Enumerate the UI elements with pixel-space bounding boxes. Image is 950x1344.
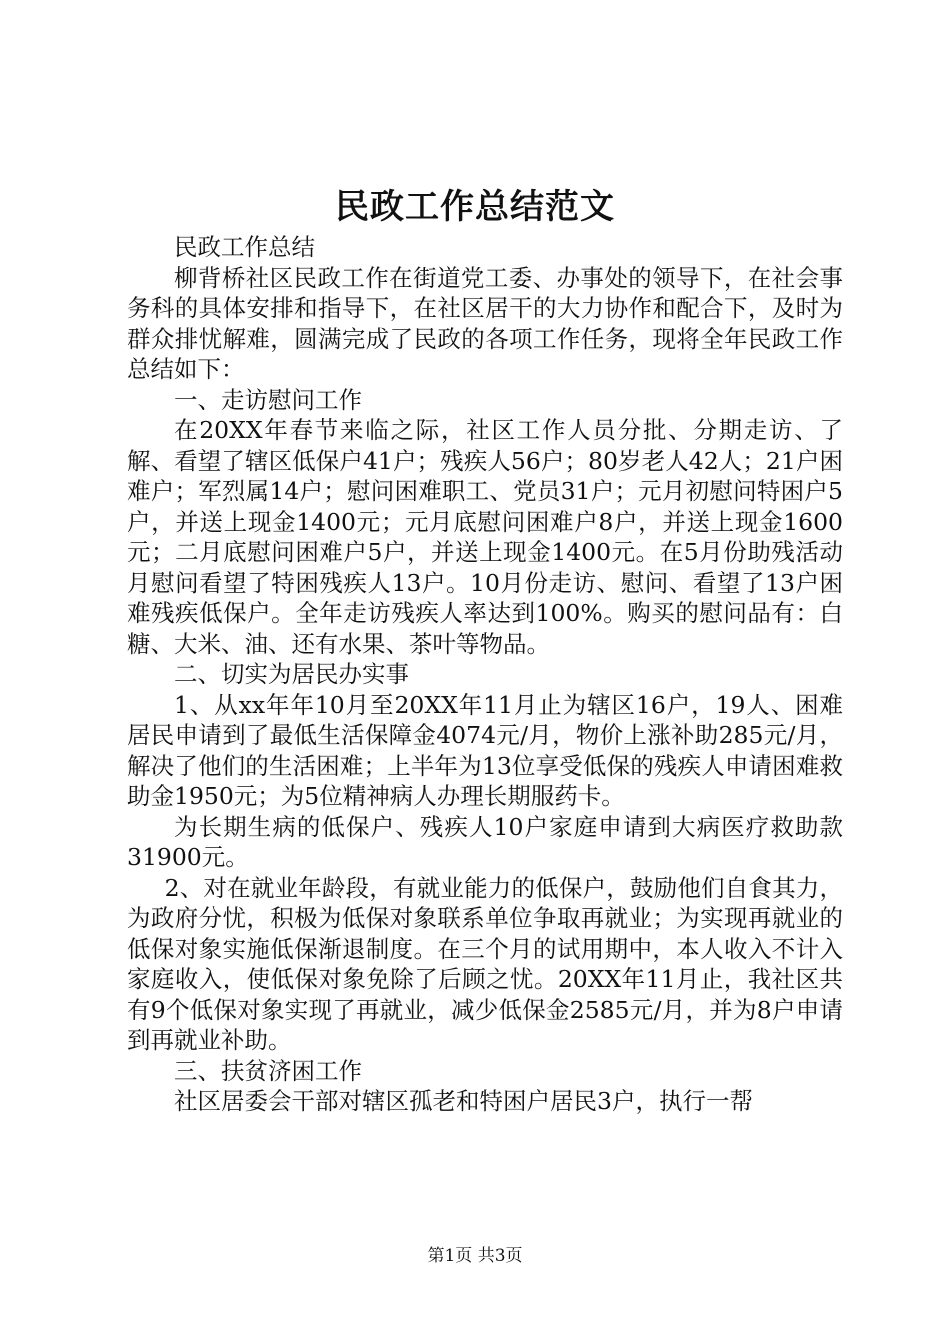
paragraph-intro: 柳背桥社区民政工作在街道党工委、办事处的领导下，在社会事务科的具体安排和指导下，在社区居干的大力协作和配合下，及时为群众排忧解难，圆满完成了民政的各项工作任务，现将全年民政工作总结如下： — [127, 263, 843, 383]
document-title: 民政工作总结范文 — [335, 187, 615, 227]
paragraph-item-1: 1、从xx年年10月至20XX年11月止为辖区16户，19人、困难居民申请到了最低生活保障金4074元/月，物价上涨补助285元/月，解决了他们的生活困难；上半年为13位享受低保的残疾人申请困难救助金1950元；为5位精神病人办理长期服药卡。 — [127, 690, 843, 810]
paragraph-subtitle: 民政工作总结 — [174, 233, 315, 261]
section-heading-2: 二、切实为居民办实事 — [174, 660, 409, 688]
section-heading-1: 一、走访慰问工作 — [174, 385, 362, 414]
document-body — [127, 232, 843, 1117]
section-heading-3: 三、扶贫济困工作 — [174, 1056, 362, 1085]
page-number-footer: 第1页 共3页 — [427, 1246, 523, 1266]
paragraph-visits: 在20XX年春节来临之际，社区工作人员分批、分期走访、了解、看望了辖区低保户41户；残疾人56户；80岁老人42人；21户困难户；军烈属14户；慰问困难职工、党员31户；元月初慰问特困户5户，并送上现金1400元；元月底慰问困难户8户，并送上现金1600元；二月底慰问困难户5户，并送上现金1400元。在5月份助残活动月慰问看望了特困残疾人13户。10月份走访、慰问、看望了13户困难残疾低保户。全年走访残疾人率达到100%。购买的慰问品有：白糖、大米、油、还有水果、茶叶等物品。 — [127, 416, 843, 658]
paragraph-poverty-relief: 社区居委会干部对辖区孤老和特困户居民3户，执行一帮 — [174, 1087, 753, 1115]
paragraph-item-2: 2、对在就业年龄段，有就业能力的低保户，鼓励他们自食其力，为政府分忧，积极为低保对象联系单位争取再就业；为实现再就业的低保对象实施低保渐退制度。在三个月的试用期中，本人收入不计入家庭收入，使低保对象免除了后顾之忧。20XX年11月止，我社区共有9个低保对象实现了再就业，减少低保金2585元/月，并为8户申请到再就业补助。 — [127, 873, 843, 1054]
paragraph-medical-aid: 为长期生病的低保户、残疾人10户家庭申请到大病医疗救助款31900元。 — [127, 812, 843, 871]
